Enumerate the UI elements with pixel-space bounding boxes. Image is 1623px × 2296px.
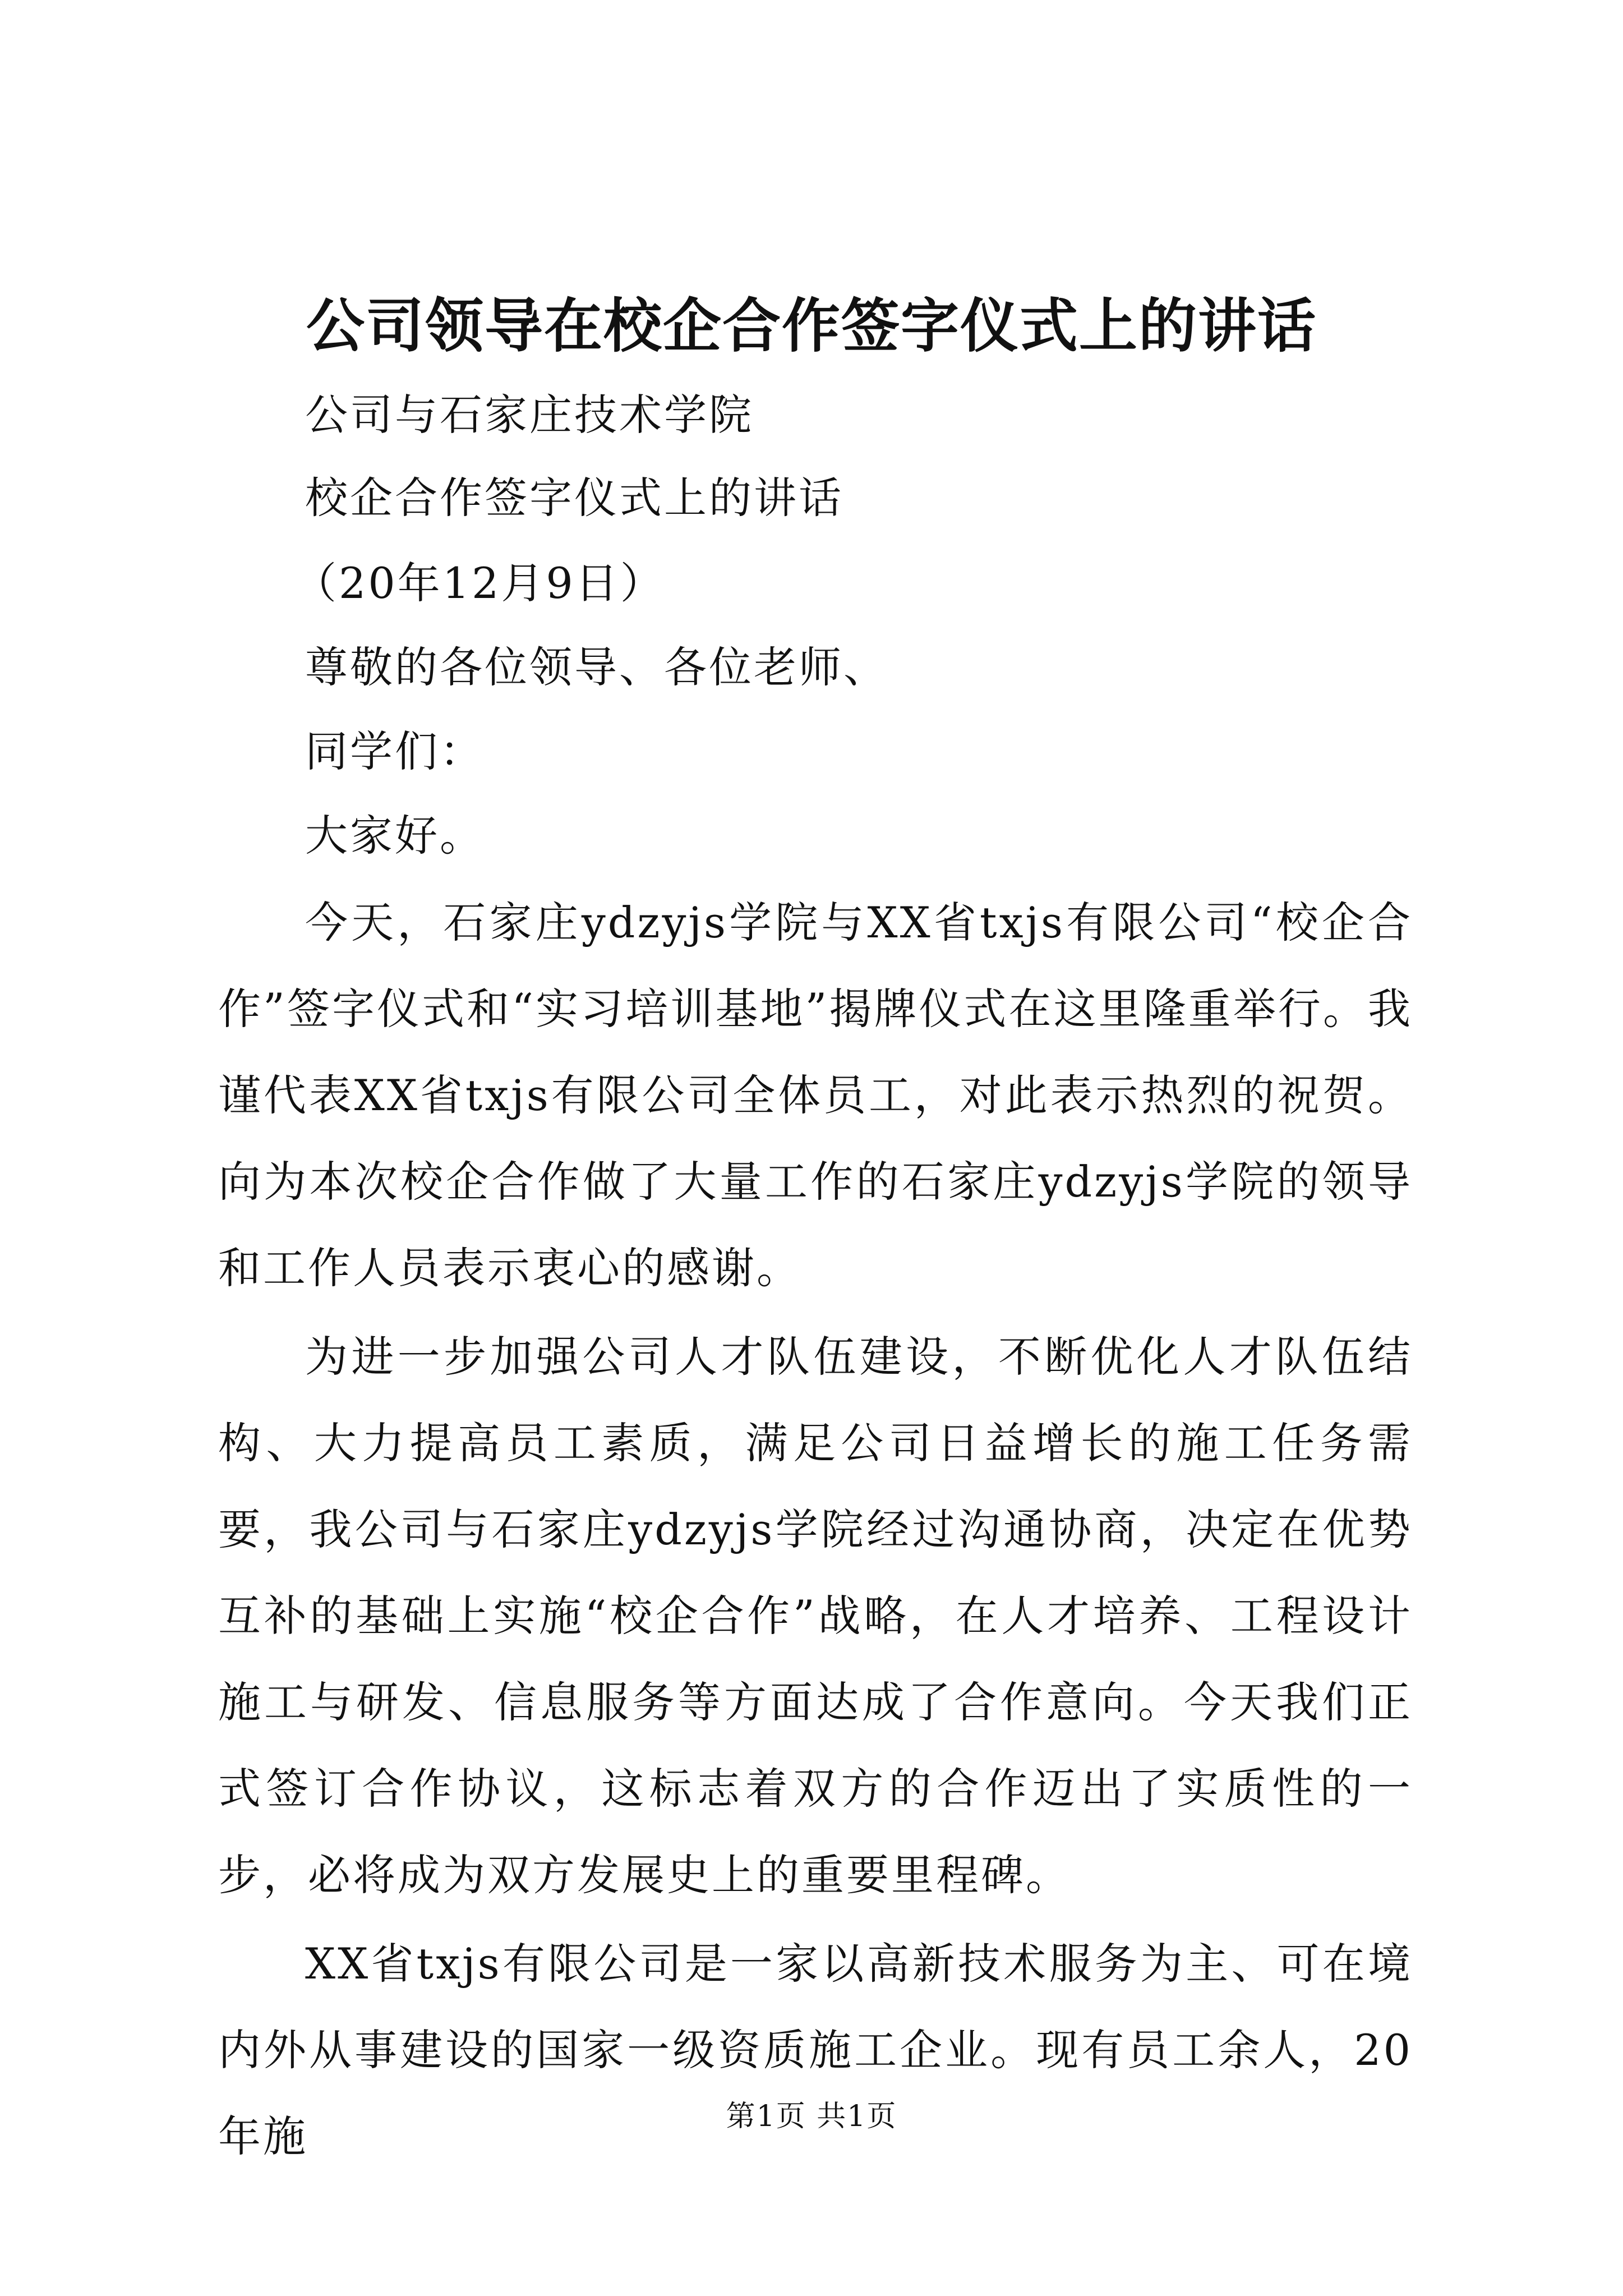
date-line: （20年12月9日） bbox=[294, 558, 665, 608]
salutation-line-continued: 同学们： bbox=[305, 726, 485, 776]
greeting-line: 大家好。 bbox=[305, 811, 485, 861]
body-paragraph: 今天，石家庄ydzyjs学院与XX省txjs有限公司“校企合作”签字仪式和“实习培训基地”揭牌仪式在这里隆重举行。我谨代表XX省txjs有限公司全体员工，对此表示热烈的祝贺。向为本次校企合作做了大量工作的石家庄ydzyjs学院的领导和工作人员表示衷心的感谢。 bbox=[218, 898, 1413, 1293]
page-footer: 第1页 共1页 bbox=[726, 2100, 897, 2133]
subtitle-line-occasion: 校企合作签字仪式上的讲话 bbox=[305, 473, 843, 523]
salutation-line: 尊敬的各位领导、各位老师、 bbox=[305, 642, 888, 692]
body-paragraph: 为进一步加强公司人才队伍建设，不断优化人才队伍结构、大力提高员工素质，满足公司日益增长的施工任务需要，我公司与石家庄ydzyjs学院经过沟通协商，决定在优势互补的基础上实施“校企合作”战略，在人才培养、工程设计施工与研发、信息服务等方面达成了合作意向。今天我们正式签订合作协议，这标志着双方的合作迈出了实质性的一步，必将成为双方发展史上的重要里程碑。 bbox=[218, 1332, 1413, 1900]
body-paragraph: XX省txjs有限公司是一家以高新技术服务为主、可在境内外从事建设的国家一级资质施工企业。现有员工余人，20年施 bbox=[218, 1939, 1413, 2161]
document-title: 公司领导在校企合作签字仪式上的讲话 bbox=[306, 291, 1317, 360]
subtitle-line-organization: 公司与石家庄技术学院 bbox=[305, 390, 754, 440]
